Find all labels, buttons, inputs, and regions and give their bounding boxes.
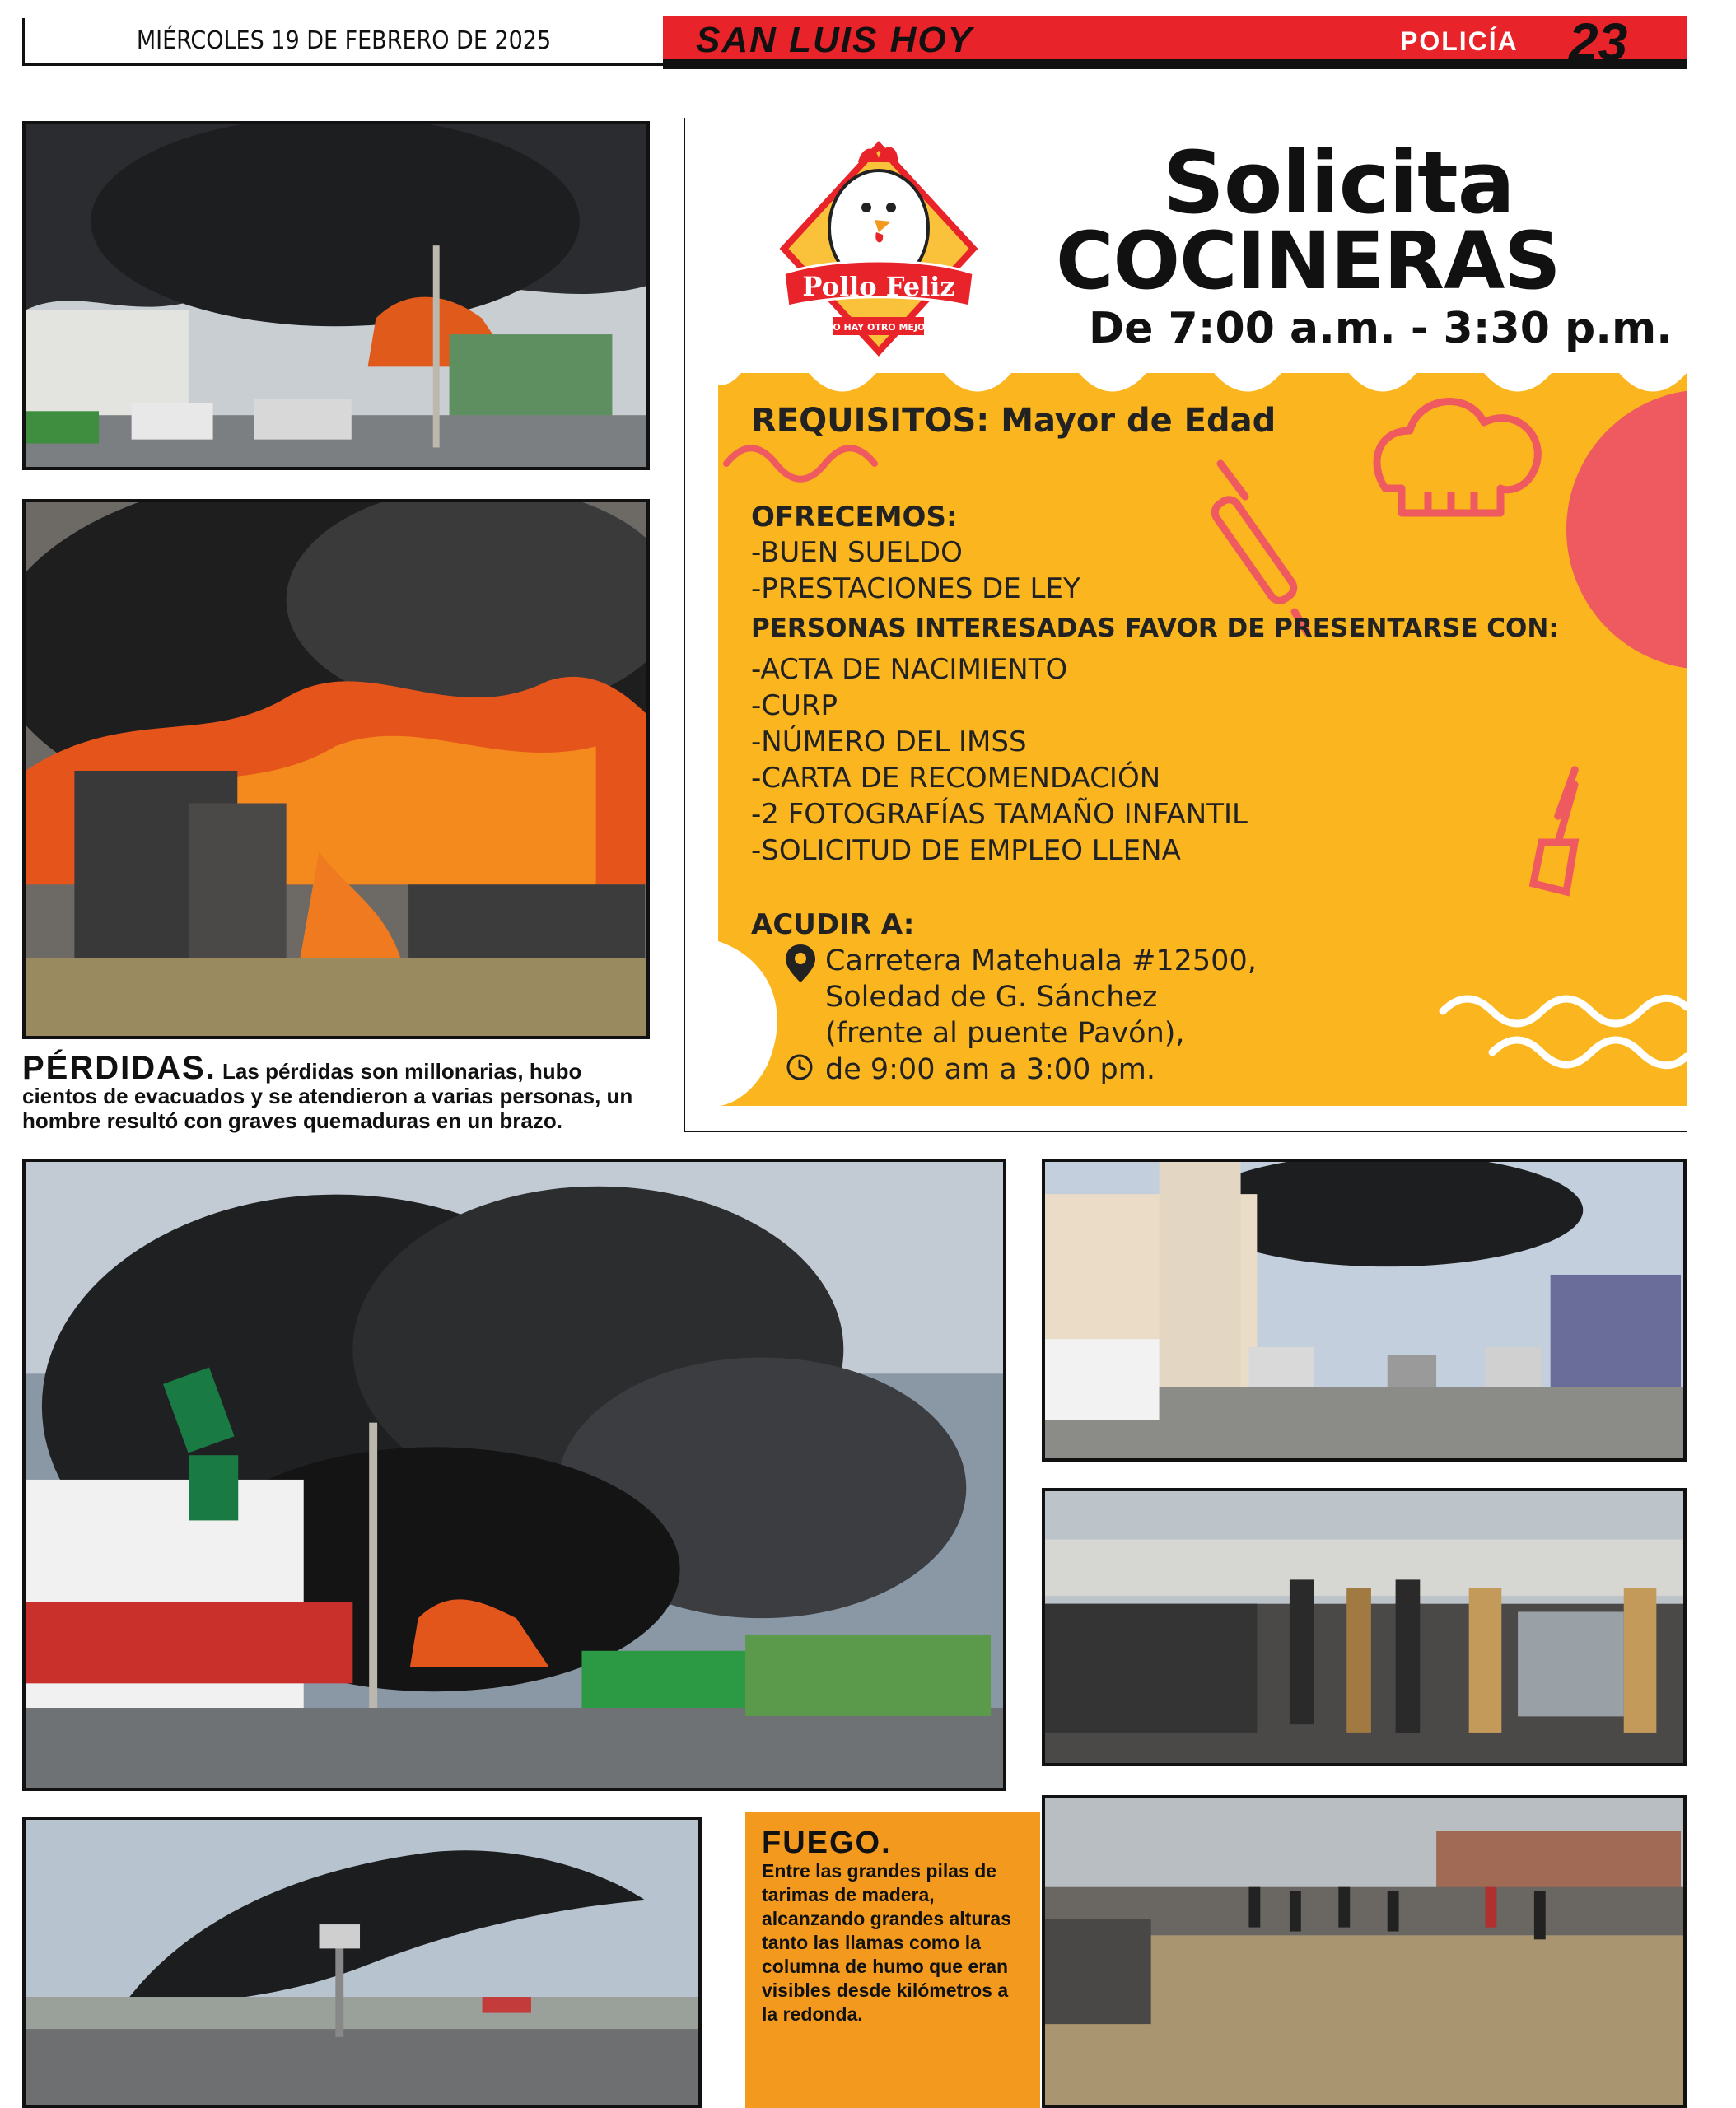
photo-distant-smoke-highway	[22, 1817, 702, 2108]
ad-requirements: REQUISITOS: Mayor de Edad	[751, 402, 1276, 440]
photo-street-smoke	[22, 121, 650, 470]
job-ad	[718, 118, 1687, 1106]
ad-address-line: Soledad de G. Sánchez	[825, 981, 1158, 1014]
ad-title-solicita: Solicita	[1163, 133, 1514, 233]
ad-docs-heading: PERSONAS INTERESADAS FAVOR DE PRESENTARSE CON:	[751, 613, 1559, 643]
ad-offer-item: -BUEN SUELDO	[751, 536, 963, 569]
photo-smoke-cloud-intersection	[22, 1159, 1006, 1791]
location-pin-icon	[784, 943, 817, 984]
ad-address	[825, 943, 1257, 1088]
ad-offer-heading: OFRECEMOS:	[751, 501, 958, 534]
photo-firefighters	[1042, 1488, 1687, 1766]
ad-title-cocineras: COCINERAS	[1056, 215, 1561, 307]
chef-hat-icon	[1377, 402, 1538, 513]
squiggle-decoration	[726, 448, 875, 479]
ad-address-line: Carretera Matehuala #12500,	[825, 944, 1257, 977]
photo-field-firefighters	[1042, 1795, 1687, 2108]
wave-decoration	[1443, 998, 1687, 1065]
caption-perdidas	[22, 1050, 656, 1133]
caption-fuego-text: Entre las grandes pilas de tarimas de madera, alcanzando grandes alturas tanto las llamas como la columna de humo que eran visibles desde kilómetros a la redonda.	[762, 1860, 1011, 2025]
header-date: MIÉRCOLES 19 DE FEBRERO DE 2025	[136, 26, 552, 55]
logo-tagline: NO HAY OTRO MEJOR	[825, 322, 932, 333]
ad-offer-list	[751, 534, 1080, 607]
header-date-box	[22, 18, 663, 66]
section-name: POLICÍA	[1400, 26, 1519, 56]
ad-doc-item: -CARTA DE RECOMENDACIÓN	[751, 762, 1161, 795]
caption-perdidas-lead: PÉRDIDAS.	[22, 1050, 217, 1086]
ad-doc-item: -SOLICITUD DE EMPLEO LLENA	[751, 834, 1181, 867]
ad-doc-item: -NÚMERO DEL IMSS	[751, 725, 1027, 758]
caption-fuego-lead: FUEGO.	[762, 1826, 892, 1860]
ad-frame-left-line	[684, 118, 685, 1132]
spatula-icon	[1533, 770, 1575, 892]
logo-name: Pollo Feliz	[802, 271, 955, 302]
ad-hours: De 7:00 a.m. - 3:30 p.m.	[1089, 304, 1673, 353]
ad-doc-item: -2 FOTOGRAFÍAS TAMAÑO INFANTIL	[751, 798, 1248, 831]
ad-schedule: de 9:00 am a 3:00 pm.	[825, 1053, 1155, 1086]
ad-go-heading: ACUDIR A:	[751, 908, 915, 941]
ad-docs-list	[751, 651, 1248, 869]
newspaper-name: SAN LUIS HOY	[696, 20, 973, 60]
clock-icon	[786, 1053, 814, 1081]
rolling-pin-icon	[1211, 464, 1307, 632]
ad-offer-item: -PRESTACIONES DE LEY	[751, 572, 1080, 605]
ad-address-line: (frente al puente Pavón),	[825, 1017, 1185, 1050]
page-number: 23	[1569, 12, 1628, 72]
caption-fuego-box	[745, 1812, 1040, 2108]
ad-doc-item: -ACTA DE NACIMIENTO	[751, 653, 1068, 686]
ad-frame-bottom-line	[684, 1131, 1687, 1132]
pollo-feliz-logo	[768, 129, 990, 368]
photo-burning-pallets	[22, 499, 650, 1039]
ad-doc-item: -CURP	[751, 689, 838, 722]
caption-perdidas-text: Las pérdidas son millonarias, hubo cientos de evacuados y se atendieron a varias personas, un hombre resultó con graves quemaduras en un brazo.	[22, 1059, 633, 1133]
photo-building-street	[1042, 1159, 1687, 1462]
